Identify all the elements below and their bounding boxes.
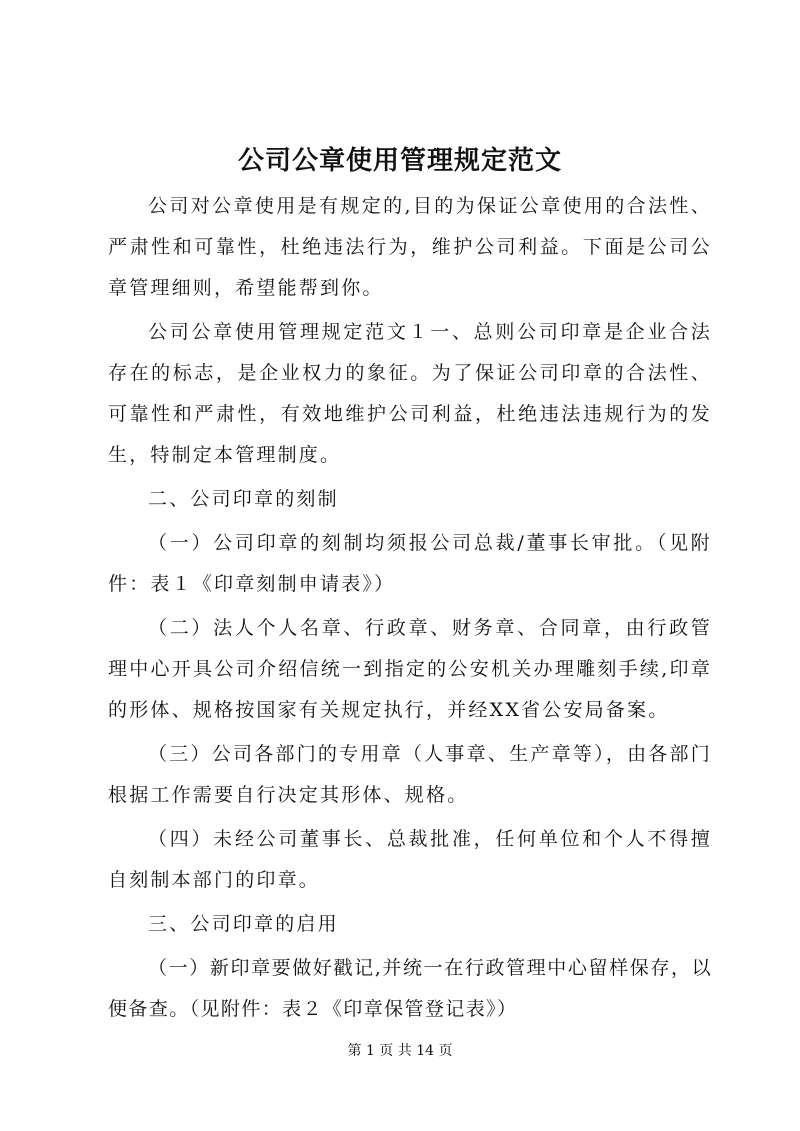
paragraph-engraving-4: （四）未经公司董事长、总裁批准，任何单位和个人不得擅自刻制本部门的印章。 (108, 828, 712, 891)
paragraph-engraving-3: （三）公司各部门的专用章（人事章、生产章等），由各部门根据工作需要自行决定其形体、规格。 (108, 743, 712, 806)
section-heading-engraving: 二、公司印章的刻制 (148, 488, 339, 510)
paragraph-engraving-2: （二）法人个人名章、行政章、财务章、合同章，由行政管理中心开具公司介绍信统一到指定的公安机关办理雕刻手续,印章的形体、规格按国家有关规定执行，并经XX省公安局备案。 (108, 617, 712, 721)
paragraph-intro: 公司对公章使用是有规定的,目的为保证公章使用的合法性、严肃性和可靠性，杜绝违法行为，维护公司利益。下面是公司公章管理细则，希望能帮到你。 (108, 195, 712, 299)
document-body (108, 186, 712, 1033)
document-title: 公司公章使用管理规定范文 (237, 146, 562, 176)
paragraph-engraving-1: （一）公司印章的刻制均须报公司总裁/董事长审批。（见附件：表１《印章刻制申请表》） (108, 532, 712, 595)
paragraph-general-rules: 公司公章使用管理规定范文１一、总则公司印章是企业合法存在的标志，是企业权力的象征。为了保证公司印章的合法性、可靠性和严肃性，有效地维护公司利益，杜绝违法违规行为的发生，特制定本管理制度。 (108, 321, 712, 466)
paragraph-activation-1: （一）新印章要做好戳记,并统一在行政管理中心留样保存，以便备查。（见附件：表２《印章保管登记表》） (108, 957, 712, 1020)
section-heading-activation: 三、公司印章的启用 (148, 913, 339, 935)
page-number-footer: 第 1 页 共 14 页 (347, 1043, 453, 1059)
